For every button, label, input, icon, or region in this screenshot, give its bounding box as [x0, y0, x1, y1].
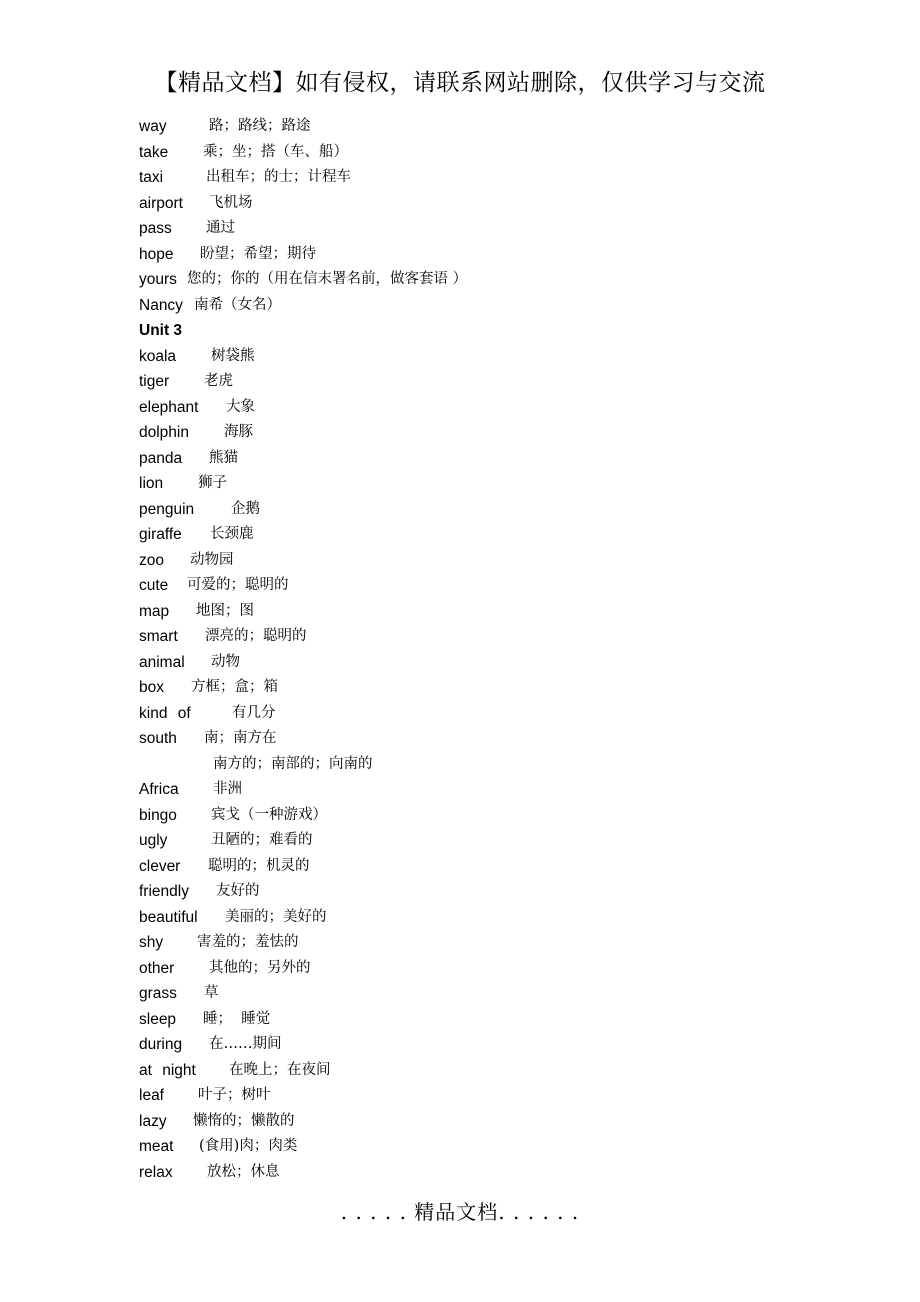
vocab-word: beautiful [139, 908, 198, 926]
unit-heading: Unit 3 [139, 322, 183, 339]
vocab-word: taxi [139, 169, 164, 186]
vocab-row-during [139, 1032, 839, 1058]
vocab-word: airport [139, 194, 183, 212]
vocab-word: kind of [139, 704, 191, 722]
vocab-meaning: 懒惰的；懒散的 [193, 1112, 295, 1129]
vocab-meaning: 路；路线；路途 [209, 118, 311, 134]
vocab-word: at night [139, 1061, 196, 1079]
vocab-row-penguin [139, 497, 839, 523]
vocab-meaning: 通过 [206, 220, 235, 236]
vocab-meaning: (食用)肉；肉类 [199, 1138, 298, 1154]
vocab-word: dolphin [139, 424, 189, 441]
vocab-word: south [139, 730, 177, 747]
vocab-meaning: 非洲 [213, 781, 242, 797]
vocab-meaning: 出租车；的士；计程车 [206, 169, 351, 185]
vocab-row-map [139, 599, 839, 625]
vocab-row-other [139, 956, 839, 982]
vocab-meaning: 南；南方在 [204, 730, 277, 746]
vocab-row-yours [139, 267, 839, 293]
vocab-row-clever [139, 854, 839, 880]
vocab-row-zoo [139, 548, 839, 574]
vocab-meaning: 草 [204, 985, 219, 1001]
vocab-meaning: 可爱的；聪明的 [187, 577, 289, 593]
vocab-meaning: 飞机场 [209, 194, 253, 211]
vocab-meaning: 乘；坐；搭（车、船） [203, 143, 348, 160]
page-footer: . . . . . 精品文档. . . . . . [340, 1200, 580, 1224]
vocab-word: clever [139, 857, 181, 875]
vocab-meaning: 叶子；树叶 [198, 1087, 271, 1103]
vocab-meaning: 方框；盒；箱 [191, 679, 278, 695]
vocab-word: meat [139, 1138, 174, 1155]
vocab-row-way [139, 114, 839, 140]
vocab-meaning: 害羞的；羞怯的 [197, 934, 299, 950]
vocab-row-elephant [139, 395, 839, 421]
vocab-meaning: 大象 [226, 398, 255, 415]
vocab-word: map [139, 602, 170, 620]
vocab-meaning: 地图；图 [196, 602, 254, 619]
vocab-meaning: 熊猫 [209, 449, 238, 466]
vocab-word: leaf [139, 1087, 164, 1104]
vocab-row-at-night [139, 1058, 839, 1084]
vocab-meaning: 丑陋的；难看的 [211, 832, 313, 848]
vocab-row-sleep [139, 1007, 839, 1033]
vocab-row-hope [139, 242, 839, 268]
vocab-word: take [139, 143, 169, 161]
vocab-meaning: 友好的 [216, 883, 260, 899]
vocab-word: smart [139, 628, 178, 645]
vocab-word: lion [139, 475, 164, 492]
vocab-word: elephant [139, 398, 199, 416]
page-header: 【精品文档】如有侵权，请联系网站删除，仅供学习与交流 [154, 70, 766, 96]
vocab-meaning: 企鹅 [231, 500, 260, 517]
vocab-row-bingo [139, 803, 839, 829]
vocab-word: animal [139, 653, 185, 671]
vocab-word: friendly [139, 883, 189, 900]
vocab-row-africa [139, 777, 839, 803]
vocab-row-pass [139, 216, 839, 242]
vocab-meaning: 树袋熊 [211, 347, 255, 364]
vocab-word: penguin [139, 500, 195, 518]
vocab-word: lazy [139, 1112, 167, 1130]
vocab-word: bingo [139, 806, 177, 824]
vocab-row-koala [139, 344, 839, 370]
vocab-row-kind-of [139, 701, 839, 727]
vocab-word: hope [139, 245, 174, 263]
vocab-row-tiger [139, 369, 839, 395]
vocab-meaning: 美丽的；美好的 [225, 908, 327, 925]
vocab-meaning: 宾戈（一种游戏） [211, 806, 327, 823]
vocab-row-animal [139, 650, 839, 676]
vocab-word: way [139, 118, 167, 135]
vocab-meaning: 放松；休息 [207, 1163, 280, 1180]
vocab-row-shy [139, 930, 839, 956]
vocab-meaning: 有几分 [232, 704, 276, 721]
vocab-row-giraffe [139, 522, 839, 548]
vocab-row-grass [139, 981, 839, 1007]
vocab-row-take [139, 140, 839, 166]
vocab-row-beautiful [139, 905, 839, 931]
vocab-word: koala [139, 347, 177, 365]
vocab-meaning: 狮子 [198, 475, 227, 491]
vocab-row-meat [139, 1134, 839, 1160]
vocab-meaning: 海豚 [224, 424, 253, 440]
vocab-word: during [139, 1036, 183, 1053]
vocab-row-ugly [139, 828, 839, 854]
vocab-row-south [139, 726, 839, 752]
vocab-word: cute [139, 577, 169, 594]
vocab-meaning: 您的；你的（用在信末署名前，做客套语 ） [187, 271, 468, 287]
vocab-word: yours [139, 271, 177, 288]
vocab-row-taxi [139, 165, 839, 191]
vocab-word: tiger [139, 373, 170, 390]
vocab-word: box [139, 679, 164, 696]
vocab-word: giraffe [139, 526, 182, 543]
vocab-row-lazy [139, 1109, 839, 1135]
vocab-row-smart [139, 624, 839, 650]
vocab-meaning: 动物 [211, 653, 240, 670]
vocab-row-airport [139, 191, 839, 217]
vocab-word: ugly [139, 832, 168, 849]
vocab-row-nancy [139, 293, 839, 319]
vocab-word: grass [139, 985, 177, 1002]
vocab-meaning: 动物园 [190, 551, 234, 568]
vocab-meaning: 在晚上；在夜间 [229, 1061, 331, 1078]
vocab-meaning: 睡； 睡觉 [203, 1010, 271, 1027]
vocab-word: other [139, 959, 175, 977]
vocab-row-cute [139, 573, 839, 599]
vocab-word: panda [139, 449, 183, 467]
vocab-word: Africa [139, 781, 179, 798]
vocab-word: relax [139, 1163, 173, 1181]
vocab-word: zoo [139, 551, 164, 569]
vocab-word: sleep [139, 1010, 177, 1028]
vocab-row-box [139, 675, 839, 701]
vocab-meaning: 盼望；希望；期待 [200, 245, 316, 262]
vocab-meaning: 南希（女名） [194, 296, 281, 313]
vocab-word: Nancy [139, 296, 183, 314]
vocabulary-list [139, 114, 839, 1185]
vocab-meaning: 老虎 [204, 373, 233, 389]
vocab-meaning: 南方的；南部的；向南的 [213, 755, 373, 772]
vocab-row-dolphin [139, 420, 839, 446]
vocab-meaning: 其他的；另外的 [209, 959, 311, 976]
vocab-row-south-continued [139, 752, 839, 778]
vocab-word: pass [139, 220, 172, 237]
vocab-meaning: 在……期间 [209, 1036, 282, 1052]
vocab-meaning: 长颈鹿 [210, 526, 254, 542]
vocab-word: shy [139, 934, 164, 951]
vocab-row-relax [139, 1160, 839, 1186]
vocab-row-friendly [139, 879, 839, 905]
vocab-row-panda [139, 446, 839, 472]
vocab-row-leaf [139, 1083, 839, 1109]
vocab-meaning: 聪明的；机灵的 [208, 857, 310, 874]
vocab-row-lion [139, 471, 839, 497]
vocab-meaning: 漂亮的；聪明的 [205, 628, 307, 644]
